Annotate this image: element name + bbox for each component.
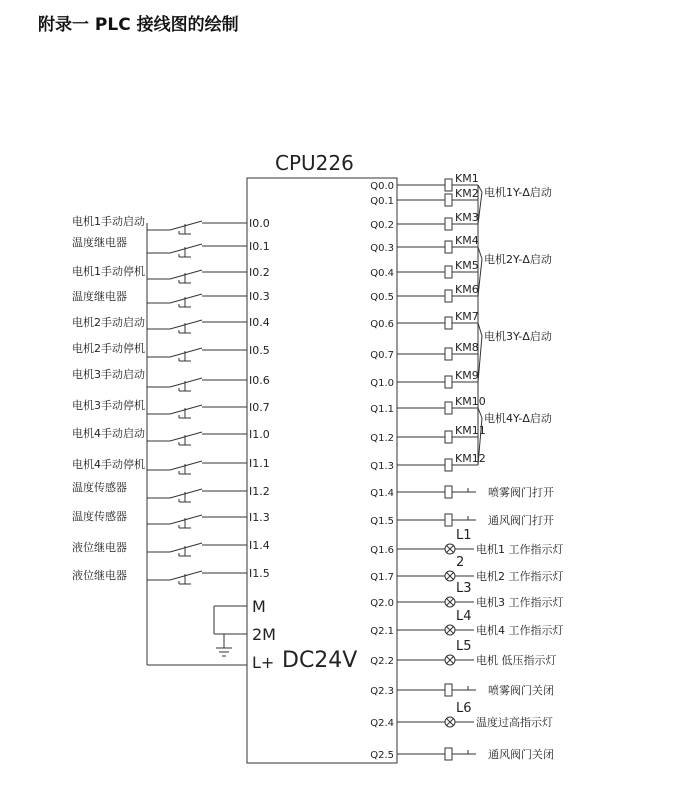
coil-symbol — [445, 266, 452, 278]
output-row — [370, 513, 554, 527]
switch-blade — [170, 244, 202, 253]
switch-blade — [170, 348, 202, 357]
input-terminal-label: I0.5 — [249, 344, 270, 357]
coil-symbol — [445, 431, 452, 443]
output-row — [370, 581, 563, 609]
input-row — [72, 480, 270, 502]
dc-supply-label: DC24V — [282, 648, 358, 673]
input-label: 电机2手动停机 — [72, 342, 145, 355]
input-terminal-label: I0.6 — [249, 374, 270, 387]
input-row — [72, 214, 270, 234]
switch-blade — [170, 461, 202, 470]
input-row — [72, 567, 270, 584]
input-label: 电机3手动停机 — [72, 399, 145, 412]
output-terminal-label: Q2.3 — [370, 686, 394, 697]
coil-symbol — [445, 402, 452, 414]
coil-tag: KM7 — [455, 310, 479, 323]
motor-group — [478, 185, 552, 224]
motor-group — [478, 408, 552, 465]
input-row — [72, 539, 270, 556]
input-terminal-label: I0.4 — [249, 316, 270, 329]
switch-blade — [170, 489, 202, 498]
input-terminal-label: I0.0 — [249, 217, 270, 230]
input-row — [72, 235, 270, 257]
output-row — [370, 452, 485, 472]
lamp-desc: 温度过高指示灯 — [476, 716, 553, 729]
output-terminal-label: Q1.5 — [370, 516, 394, 527]
coil-tag: KM12 — [455, 452, 486, 465]
output-row — [370, 701, 553, 729]
output-terminal-label: Q1.6 — [370, 545, 394, 556]
output-terminal-label: Q2.4 — [370, 718, 394, 729]
input-terminal-label: I1.0 — [249, 428, 270, 441]
output-terminal-label: Q0.1 — [370, 196, 394, 207]
input-terminal-label: I1.4 — [249, 539, 270, 552]
switch-blade — [170, 270, 202, 279]
output-terminal-label: Q0.7 — [370, 350, 394, 361]
input-label: 电机4手动停机 — [72, 458, 145, 471]
output-terminal-label: Q1.0 — [370, 378, 394, 389]
coil-symbol — [445, 290, 452, 302]
coil-tag: KM10 — [455, 395, 486, 408]
output-terminal-label: Q2.0 — [370, 598, 394, 609]
page-title: 附录一 PLC 接线图的绘制 — [38, 15, 239, 35]
input-label: 电机1手动停机 — [72, 265, 145, 278]
coil-symbol — [445, 348, 452, 360]
input-row — [72, 289, 270, 307]
output-terminal-label: Q0.4 — [370, 268, 394, 279]
input-row — [72, 315, 270, 333]
output-row — [370, 259, 478, 279]
output-row — [370, 528, 563, 556]
switch-blade — [170, 378, 202, 387]
lamp-desc: 电机4 工作指示灯 — [476, 624, 564, 637]
output-row — [370, 485, 554, 499]
valve-desc: 喷雾阀门打开 — [488, 486, 554, 499]
input-row — [72, 509, 270, 528]
lamp-tag: L4 — [456, 609, 472, 624]
lamp-desc: 电机2 工作指示灯 — [476, 570, 564, 583]
group-bracket-top — [478, 323, 482, 336]
input-label: 电机3手动启动 — [72, 368, 145, 381]
input-label: 温度继电器 — [72, 290, 127, 303]
output-terminal-label: Q1.7 — [370, 572, 394, 583]
lamp-tag: 2 — [456, 555, 465, 570]
output-row — [370, 609, 563, 637]
output-terminal-label: Q2.2 — [370, 656, 394, 667]
output-terminal-label: Q1.2 — [370, 433, 394, 444]
valve-desc: 喷雾阀门关闭 — [488, 684, 554, 697]
input-row — [72, 264, 270, 283]
lamp-tag: L1 — [456, 528, 472, 543]
input-label: 电机1手动启动 — [72, 215, 145, 228]
output-row — [370, 747, 554, 761]
output-terminal-label: Q0.0 — [370, 181, 394, 192]
switch-blade — [170, 320, 202, 329]
valve-desc: 通风阀门关闭 — [488, 748, 554, 761]
output-row — [370, 395, 485, 415]
output-row — [370, 234, 478, 254]
input-row — [72, 341, 270, 361]
lamp-desc: 电机1 工作指示灯 — [476, 543, 564, 556]
coil-symbol — [445, 218, 452, 230]
output-row — [370, 283, 478, 303]
input-terminal-label: I1.2 — [249, 485, 270, 498]
switch-blade — [170, 294, 202, 303]
input-label: 电机4手动启动 — [72, 427, 145, 440]
motor-group — [478, 247, 552, 296]
input-row — [72, 398, 270, 418]
input-terminal-label: I1.3 — [249, 511, 270, 524]
input-label: 液位继电器 — [72, 569, 127, 582]
group-bracket-top — [478, 408, 482, 418]
output-terminal-label: Q1.4 — [370, 488, 394, 499]
output-row — [370, 683, 554, 697]
input-terminal-label: I0.3 — [249, 290, 270, 303]
power-terminal-label: 2M — [252, 625, 276, 644]
valve-coil-symbol — [445, 514, 452, 526]
switch-blade — [170, 515, 202, 524]
output-terminal-label: Q2.1 — [370, 626, 394, 637]
power-terminal-label: L+ — [252, 653, 275, 672]
motor-group — [478, 323, 552, 382]
output-row — [370, 424, 485, 444]
coil-tag: KM11 — [455, 424, 486, 437]
coil-symbol — [445, 459, 452, 471]
coil-tag: KM6 — [455, 283, 479, 296]
coil-tag: KM5 — [455, 259, 479, 272]
coil-symbol — [445, 376, 452, 388]
valve-coil-symbol — [445, 748, 452, 760]
output-terminal-label: Q0.6 — [370, 319, 394, 330]
coil-tag: KM2 — [455, 187, 479, 200]
cpu-label: CPU226 — [275, 151, 354, 175]
lamp-tag: L3 — [456, 581, 472, 596]
coil-tag: KM1 — [455, 172, 479, 185]
switch-blade — [170, 405, 202, 414]
output-terminal-label: Q1.3 — [370, 461, 394, 472]
input-row — [72, 457, 270, 474]
lamp-desc: 电机3 工作指示灯 — [476, 596, 564, 609]
valve-coil-symbol — [445, 486, 452, 498]
switch-blade — [170, 571, 202, 580]
coil-symbol — [445, 317, 452, 329]
motor-group-label: 电机2Y-Δ启动 — [484, 253, 552, 266]
input-label: 温度传感器 — [72, 481, 127, 494]
input-row — [72, 426, 270, 445]
output-terminal-label: Q0.3 — [370, 243, 394, 254]
group-bracket-top — [478, 247, 482, 259]
motor-group-label: 电机3Y-Δ启动 — [484, 330, 552, 343]
output-terminal-label: Q2.5 — [370, 750, 394, 761]
output-terminal-label: Q1.1 — [370, 404, 394, 415]
lamp-desc: 电机 低压指示灯 — [476, 654, 557, 667]
power-terminal-label: M — [252, 597, 266, 616]
input-row — [72, 367, 270, 391]
coil-tag: KM4 — [455, 234, 479, 247]
input-terminal-label: I1.5 — [249, 567, 270, 580]
motor-group-label: 电机4Y-Δ启动 — [484, 412, 552, 425]
output-row — [370, 211, 478, 231]
coil-tag: KM8 — [455, 341, 479, 354]
input-terminal-label: I1.1 — [249, 457, 270, 470]
input-terminal-label: I0.2 — [249, 266, 270, 279]
input-label: 温度传感器 — [72, 510, 127, 523]
coil-symbol — [445, 194, 452, 206]
switch-blade — [170, 221, 202, 230]
output-terminal-label: Q0.5 — [370, 292, 394, 303]
coil-tag: KM3 — [455, 211, 479, 224]
input-label: 液位继电器 — [72, 541, 127, 554]
valve-coil-symbol — [445, 684, 452, 696]
coil-tag: KM9 — [455, 369, 479, 382]
switch-blade — [170, 543, 202, 552]
motor-group-label: 电机1Y-Δ启动 — [484, 186, 552, 199]
output-terminal-label: Q0.2 — [370, 220, 394, 231]
output-row — [370, 369, 478, 389]
valve-desc: 通风阀门打开 — [488, 514, 554, 527]
coil-symbol — [445, 241, 452, 253]
input-terminal-label: I0.1 — [249, 240, 270, 253]
coil-symbol — [445, 179, 452, 191]
output-row — [370, 639, 556, 667]
input-terminal-label: I0.7 — [249, 401, 270, 414]
output-row — [370, 310, 478, 330]
switch-blade — [170, 432, 202, 441]
output-row — [370, 555, 563, 583]
input-label: 电机2手动启动 — [72, 316, 145, 329]
input-label: 温度继电器 — [72, 236, 127, 249]
lamp-tag: L5 — [456, 639, 472, 654]
lamp-tag: L6 — [456, 701, 472, 716]
output-row — [370, 341, 478, 361]
